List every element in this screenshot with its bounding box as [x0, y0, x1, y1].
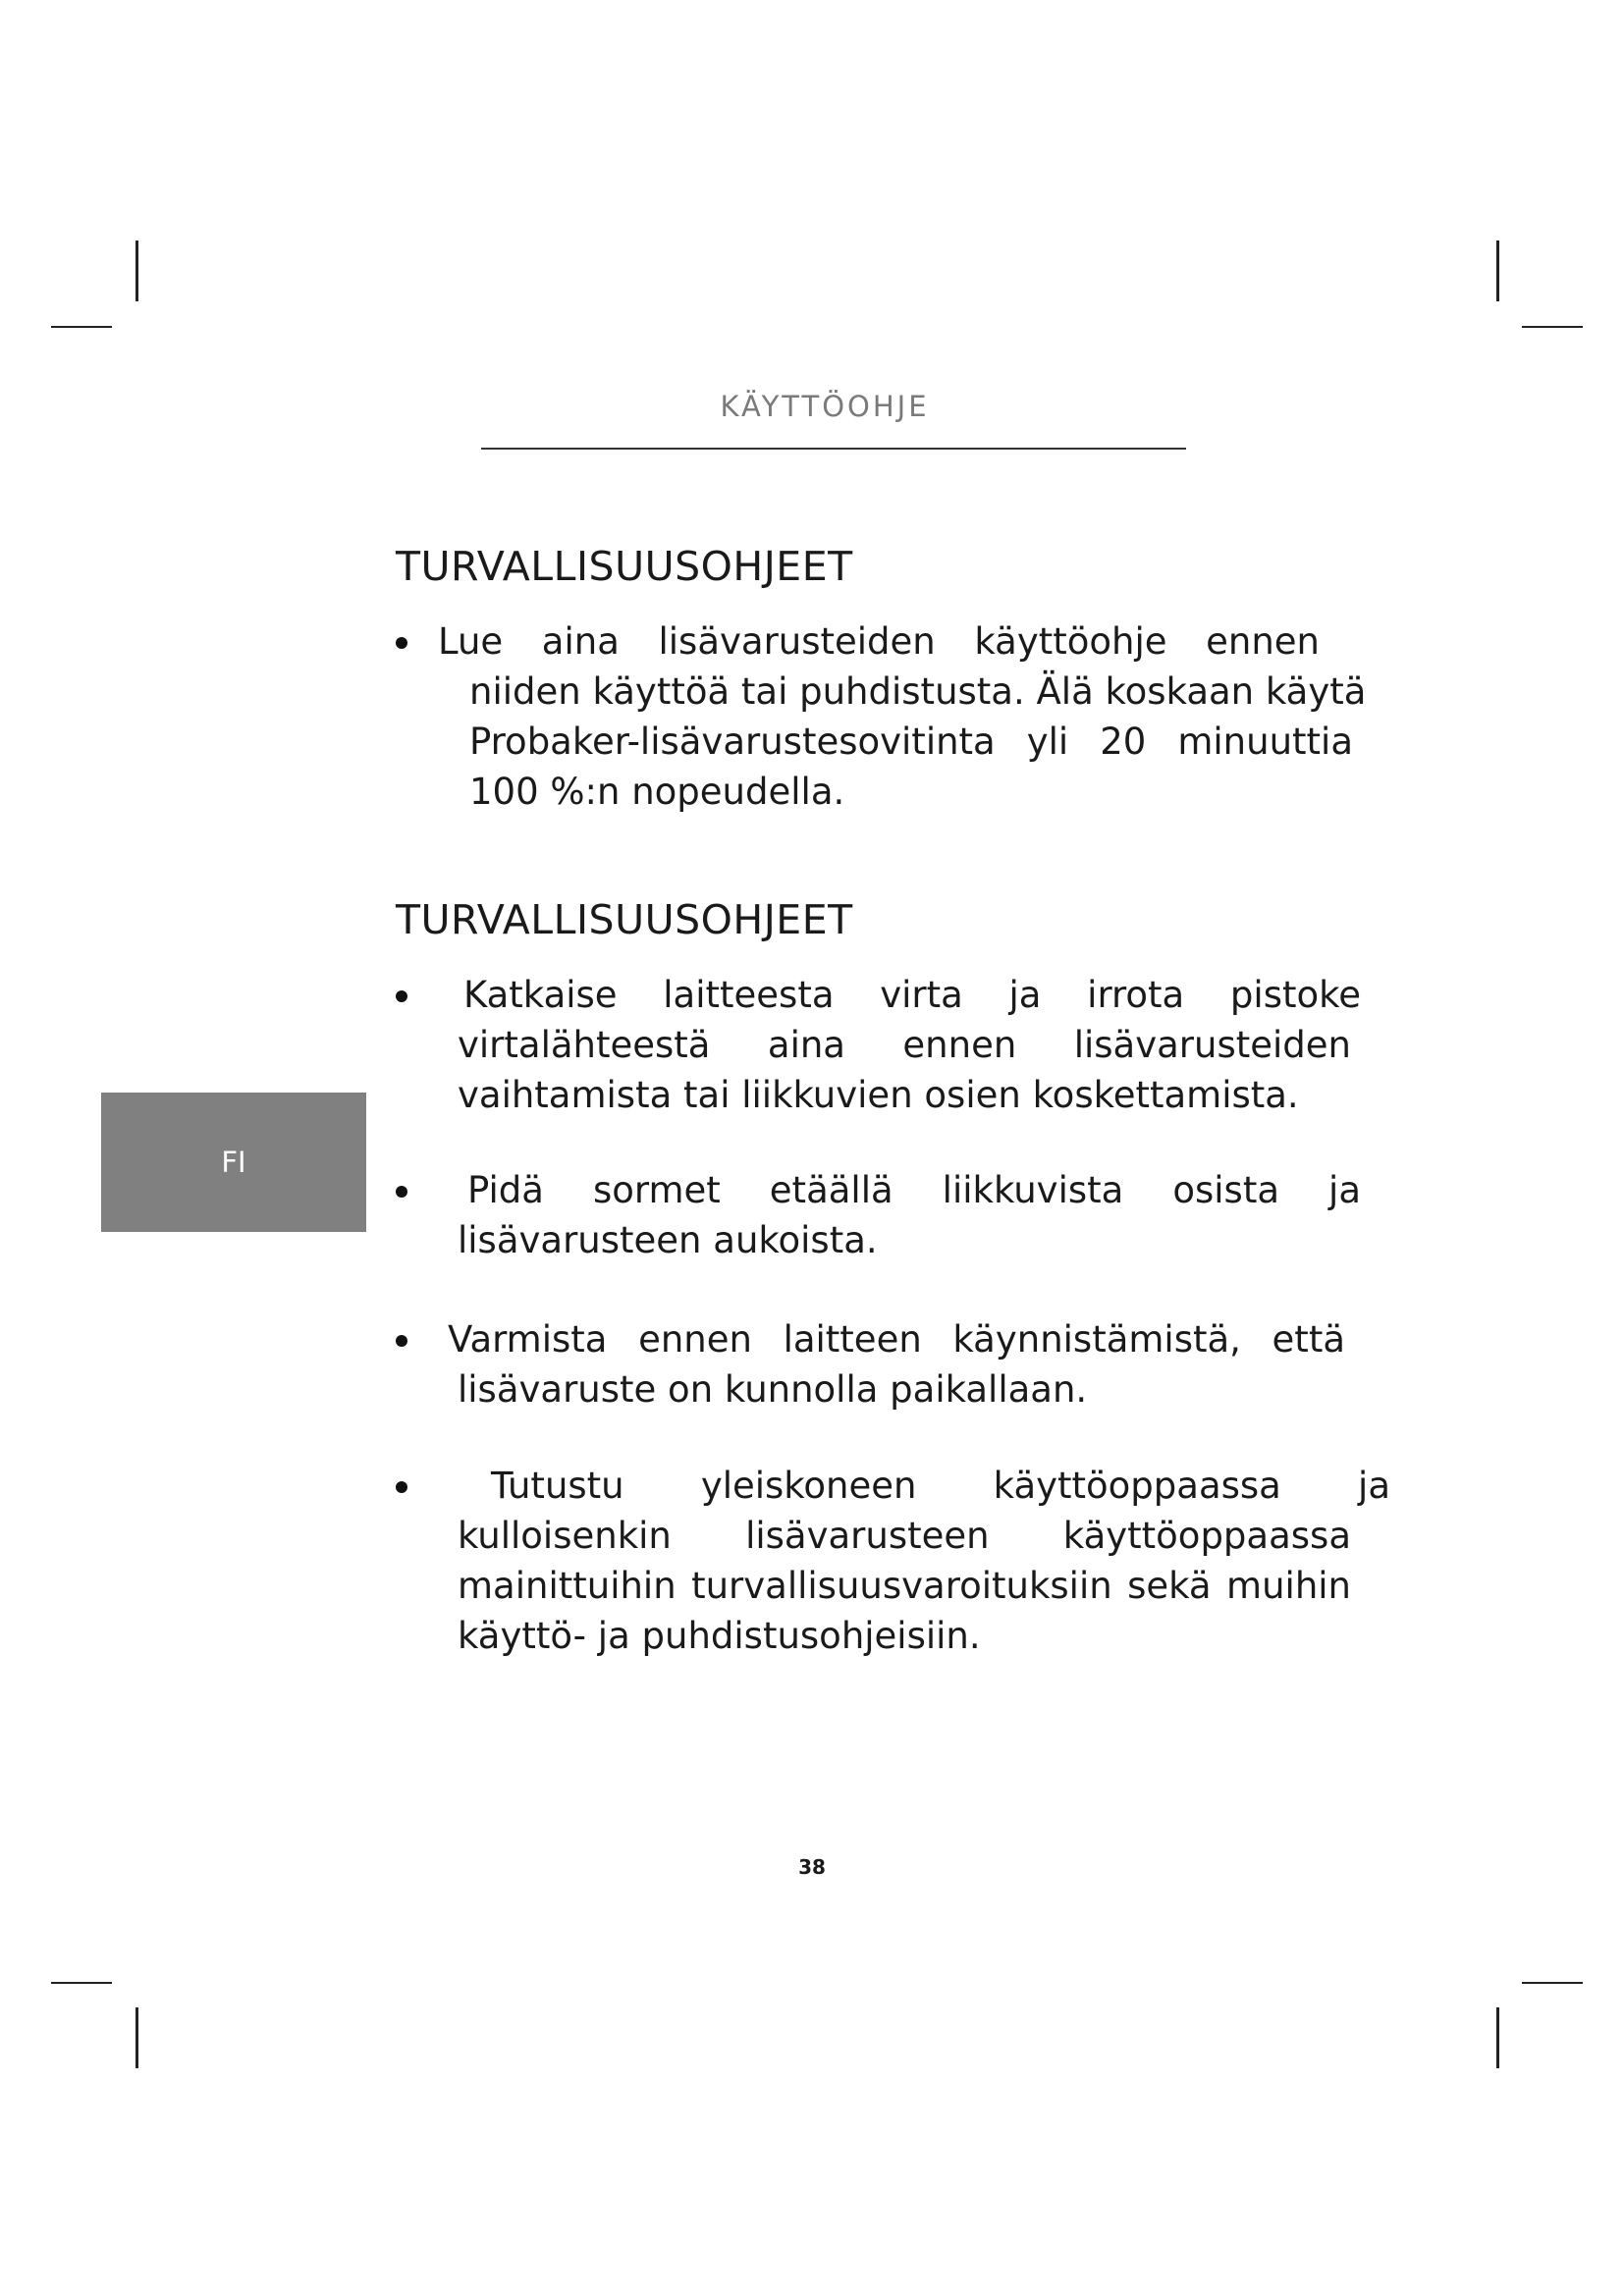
- bullet-icon: [396, 1481, 407, 1493]
- item-line: Probaker-lisävarustesovitinta yli 20 minuuttia: [469, 721, 1353, 763]
- item-line: Pidä sormet etäällä liikkuvista osista ja: [467, 1169, 1361, 1211]
- item-line: Tutustu yleiskoneen käyttöoppaassa ja: [491, 1465, 1390, 1507]
- bullet-icon: [396, 1335, 407, 1347]
- item-line: niiden käyttöä tai puhdistusta. Älä koskaan käytä: [469, 670, 1367, 713]
- crop-mark-top-right-horizontal: [1522, 326, 1583, 328]
- list-item: [438, 616, 1367, 817]
- bullet-icon: [396, 1186, 407, 1198]
- list-item: [458, 1461, 1390, 1661]
- bullet-icon: [396, 637, 407, 649]
- crop-mark-top-left-vertical: [135, 240, 138, 301]
- section-title: TURVALLISUUSOHJEET: [396, 543, 853, 590]
- page-number: 38: [798, 1855, 826, 1879]
- item-line: Katkaise laitteesta virta ja irrota pistoke: [463, 974, 1361, 1016]
- running-header: KÄYTTÖOHJE: [720, 390, 930, 423]
- list-item: [458, 970, 1361, 1120]
- language-tab: [101, 1093, 366, 1232]
- bullet-icon: [396, 990, 407, 1002]
- crop-mark-top-left-horizontal: [51, 326, 112, 328]
- item-line: mainittuihin turvallisuusvaroituksiin sekä muihin: [458, 1565, 1351, 1607]
- item-line: vaihtamista tai liikkuvien osien koskettamista.: [458, 1074, 1299, 1116]
- item-line: käyttö- ja puhdistusohjeisiin.: [458, 1615, 981, 1657]
- crop-mark-bottom-left-horizontal: [51, 1982, 112, 1984]
- header-divider: [481, 448, 1186, 450]
- crop-mark-top-right-vertical: [1496, 240, 1499, 301]
- item-line: Varmista ennen laitteen käynnistämistä, että: [448, 1318, 1345, 1361]
- item-line: 100 %:n nopeudella.: [469, 771, 845, 813]
- crop-mark-bottom-right-vertical: [1496, 2007, 1499, 2068]
- item-line: virtalähteestä aina ennen lisävarusteiden: [458, 1024, 1351, 1066]
- crop-mark-bottom-left-vertical: [135, 2007, 138, 2068]
- item-line: lisävaruste on kunnolla paikallaan.: [458, 1368, 1088, 1411]
- item-line: kulloisenkin lisävarusteen käyttöoppaassa: [458, 1515, 1351, 1557]
- item-line: lisävarusteen aukoista.: [458, 1219, 878, 1261]
- crop-mark-bottom-right-horizontal: [1522, 1982, 1583, 1984]
- item-line: Lue aina lisävarusteiden käyttöohje ennen: [438, 620, 1320, 663]
- list-item: [458, 1165, 1361, 1265]
- list-item: [448, 1314, 1351, 1415]
- section-title: TURVALLISUUSOHJEET: [396, 896, 853, 943]
- language-tab-label: FI: [221, 1146, 246, 1179]
